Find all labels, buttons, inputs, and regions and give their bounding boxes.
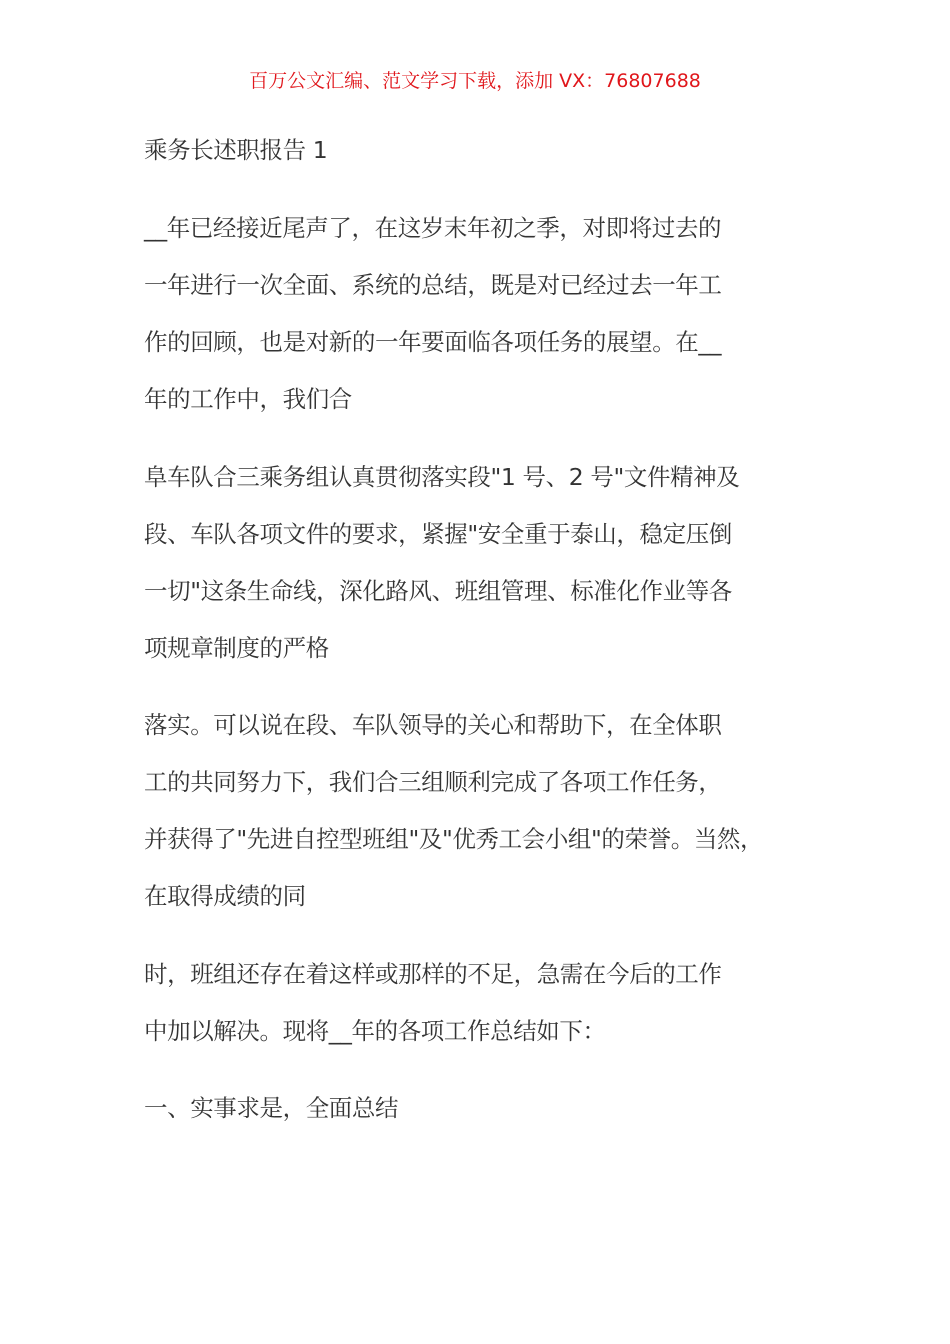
paragraph-line: 年的工作中，我们合 xyxy=(144,385,352,413)
paragraph-line: 段、车队各项文件的要求，紧握"安全重于泰山，稳定压倒 xyxy=(144,520,732,548)
paragraph-line: 工的共同努力下，我们合三组顺利完成了各项工作任务， xyxy=(144,768,722,796)
watermark-header: 百万公文汇编、范文学习下载，添加 VX：76807688 xyxy=(249,70,701,92)
paragraph-line: 时，班组还存在着这样或那样的不足，急需在今后的工作 xyxy=(144,960,722,988)
paragraph-line: 一、实事求是，全面总结 xyxy=(144,1094,399,1122)
paragraph-line: 并获得了"先进自控型班组"及"优秀工会小组"的荣誉。当然， xyxy=(144,825,764,853)
paragraph-line: 中加以解决。现将__年的各项工作总结如下： xyxy=(144,1017,606,1045)
paragraph-line: 一年进行一次全面、系统的总结，既是对已经过去一年工 xyxy=(144,271,722,299)
paragraph-line: 在取得成绩的同 xyxy=(144,882,306,910)
document-title: 乘务长述职报告 1 xyxy=(144,136,328,164)
paragraph-line: 一切"这条生命线，深化路风、班组管理、标准化作业等各 xyxy=(144,577,732,605)
paragraph-line: 项规章制度的严格 xyxy=(144,634,329,662)
paragraph-line: 落实。可以说在段、车队领导的关心和帮助下，在全体职 xyxy=(144,711,722,739)
paragraph-line: 阜车队合三乘务组认真贯彻落实段"1 号、2 号"文件精神及 xyxy=(144,463,740,491)
paragraph-line: __年已经接近尾声了，在这岁末年初之季，对即将过去的 xyxy=(144,214,722,242)
paragraph-line: 作的回顾，也是对新的一年要面临各项任务的展望。在__ xyxy=(144,328,722,356)
